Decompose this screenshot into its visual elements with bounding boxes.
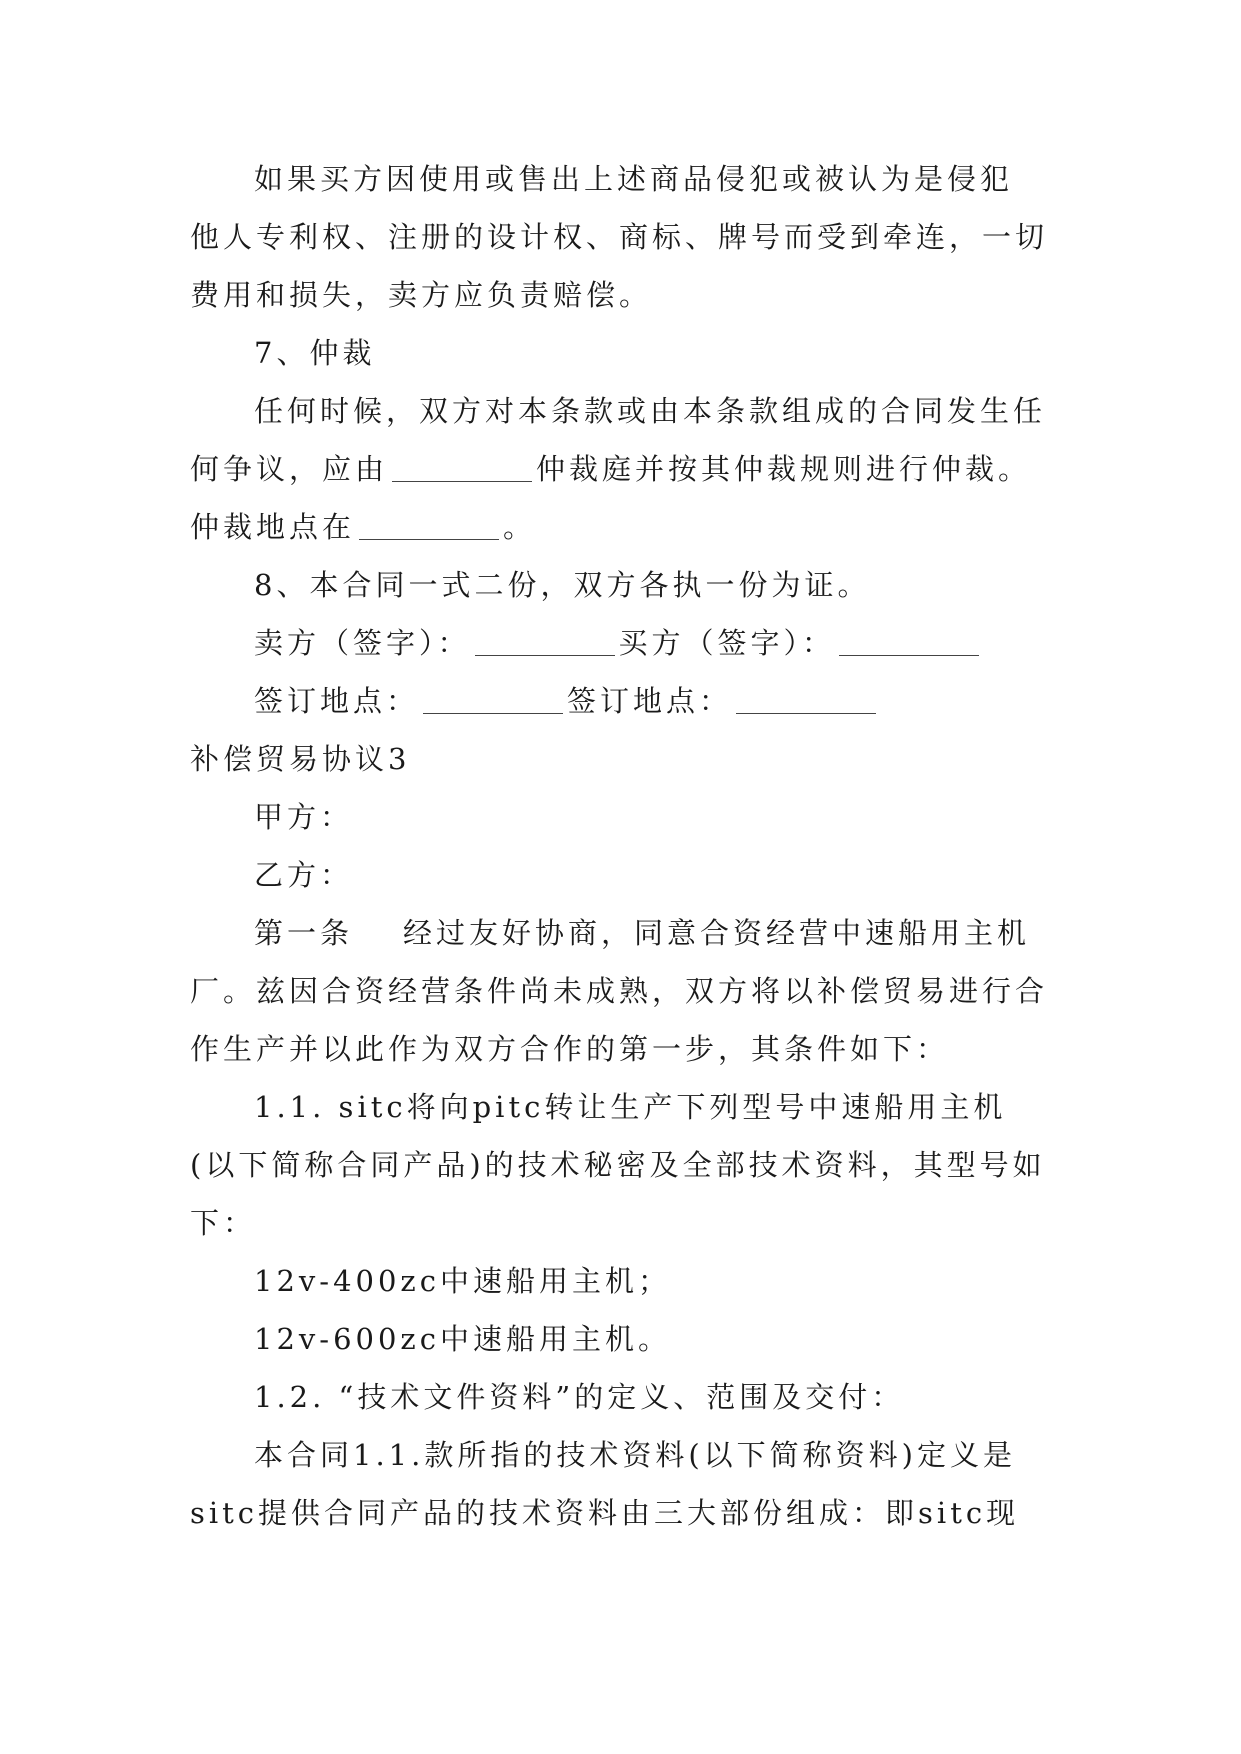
section-heading: 7、仲裁 <box>254 336 376 370</box>
paragraph-line: 下： <box>190 1206 257 1240</box>
paragraph-line: sitc提供合同产品的技术资料由三大部份组成：即sitc现 <box>190 1496 1020 1530</box>
text-segment: 仲裁庭并按其仲裁规则进行仲裁。 <box>536 452 1032 486</box>
section-heading: 1.2. “技术文件资料”的定义、范围及交付： <box>254 1380 905 1414</box>
party-b-label: 乙方： <box>254 858 354 892</box>
paragraph-line: 他人专利权、注册的设计权、商标、牌号而受到牵连，一切 <box>190 220 1049 254</box>
model-item: 12v-600zc中速船用主机。 <box>254 1322 671 1356</box>
blank-line <box>475 654 615 656</box>
paragraph-line: 任何时候，双方对本条款或由本条款组成的合同发生任 <box>254 394 1047 428</box>
paragraph-line: 如果买方因使用或售出上述商品侵犯或被认为是侵犯 <box>254 162 1014 196</box>
blank-line <box>839 654 979 656</box>
article-label: 第一条 <box>254 916 354 950</box>
party-a-label: 甲方： <box>254 800 354 834</box>
paragraph-line <box>190 498 1050 556</box>
signing-place-label: 签订地点： <box>254 684 420 718</box>
paragraph-line: 厂。兹因合资经营条件尚未成熟，双方将以补偿贸易进行合 <box>190 974 1049 1008</box>
text-segment: 。 <box>503 510 537 544</box>
seller-sign-label: 卖方（签字）： <box>254 626 471 660</box>
document-page <box>190 150 1050 1542</box>
paragraph-line: (以下简称合同产品)的技术秘密及全部技术资料，其型号如 <box>190 1148 1046 1182</box>
paragraph-line: 本合同1.1.款所指的技术资料(以下简称资料)定义是 <box>254 1438 1016 1472</box>
blank-line <box>359 538 499 540</box>
document-title: 补偿贸易协议3 <box>190 742 411 776</box>
paragraph-line <box>190 440 1050 498</box>
paragraph-line: 作生产并以此作为双方合作的第一步，其条件如下： <box>190 1032 950 1066</box>
paragraph-line: 费用和损失，卖方应负责赔偿。 <box>190 278 653 312</box>
signing-place-label: 签订地点： <box>567 684 733 718</box>
paragraph-line: 8、本合同一式二份，双方各执一份为证。 <box>254 568 871 602</box>
blank-line <box>392 480 532 482</box>
buyer-sign-label: 买方（签字）： <box>618 626 836 660</box>
blank-line <box>423 712 563 714</box>
signature-line <box>190 614 1050 672</box>
blank-line <box>736 712 876 714</box>
paragraph-line <box>190 904 1050 962</box>
model-item: 12v-400zc中速船用主机； <box>254 1264 671 1298</box>
text-segment: 仲裁地点在 <box>190 510 356 544</box>
text-segment: 经过友好协商，同意合资经营中速船用主机 <box>403 916 1031 950</box>
paragraph-line: 1.1. sitc将向pitc转让生产下列型号中速船用主机 <box>254 1090 1007 1124</box>
signing-place-line <box>190 672 1050 730</box>
text-segment: 何争议，应由 <box>190 452 389 486</box>
